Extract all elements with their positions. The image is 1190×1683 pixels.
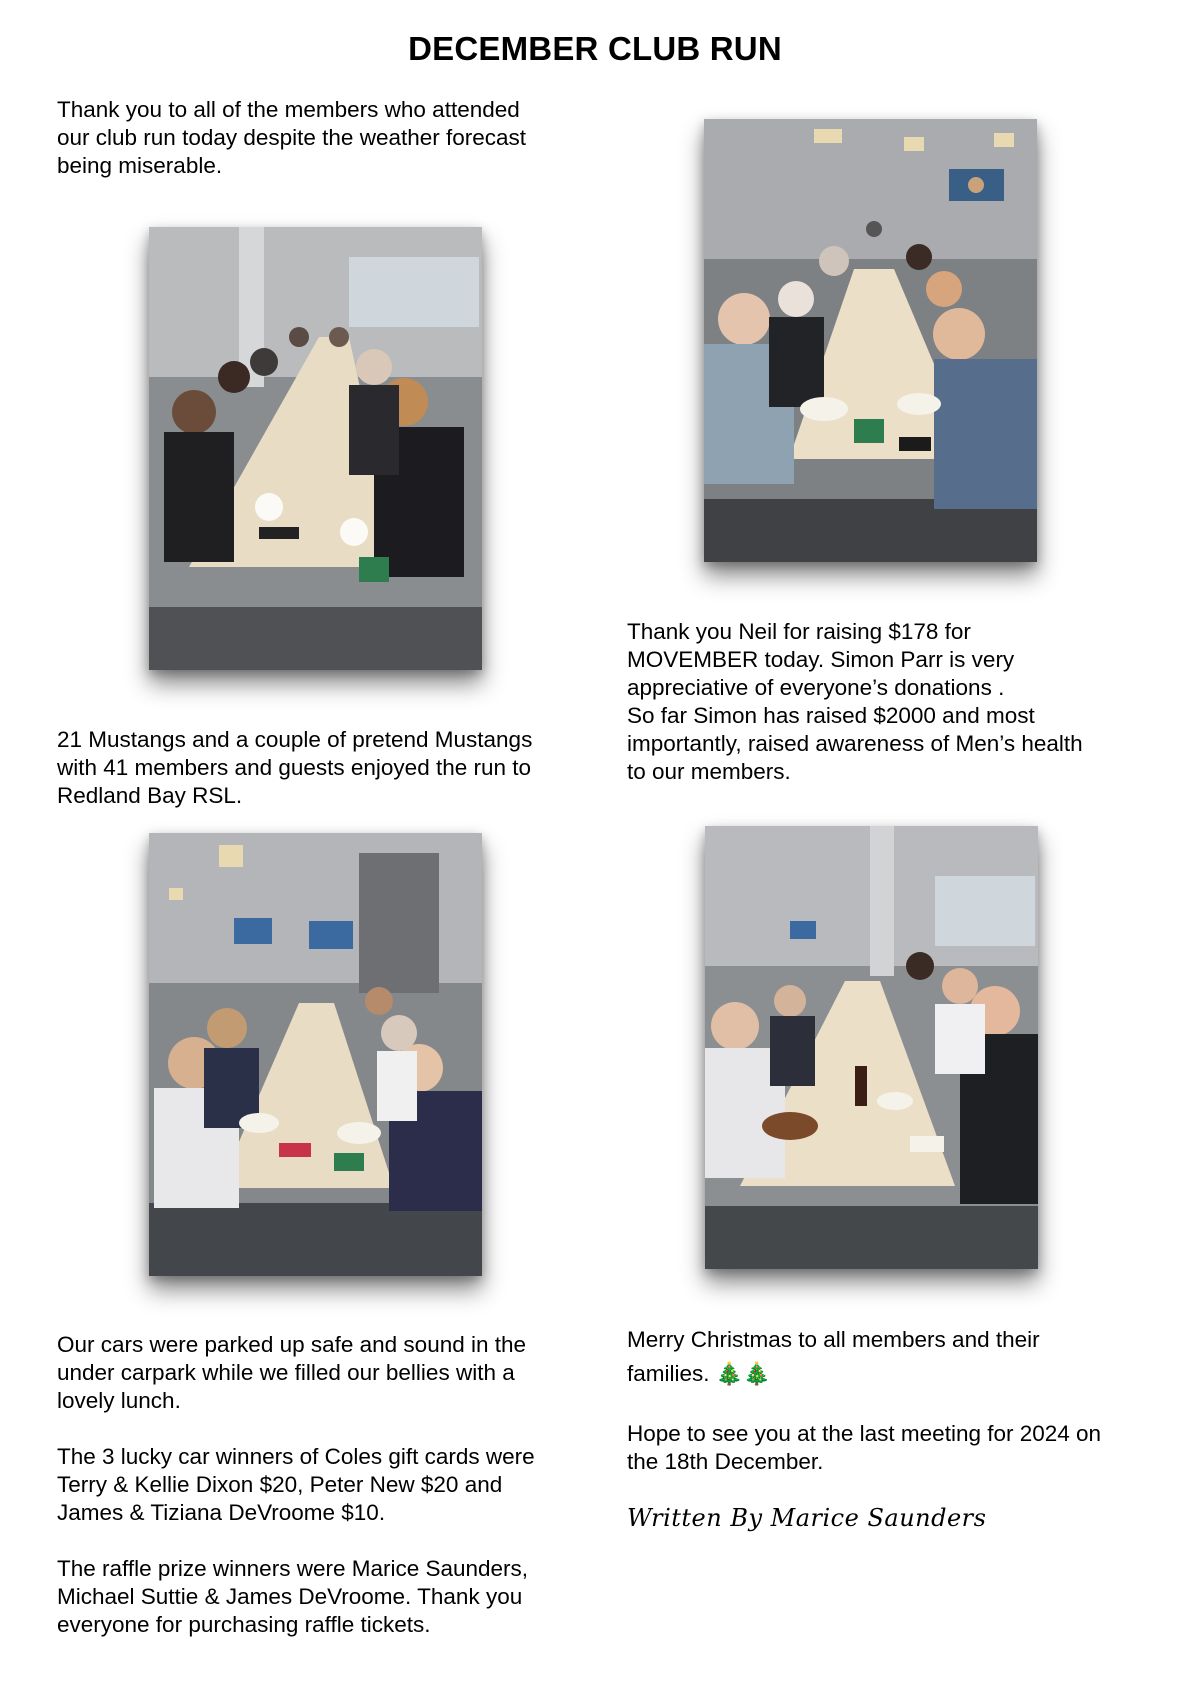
christmas-tree-icon: 🎄🎄	[715, 1361, 771, 1386]
text-line: Terry & Kellie Dixon $20, Peter New $20 and	[57, 1472, 503, 1497]
photo-group-table-right-top	[704, 119, 1037, 562]
text-line: Our cars were parked up safe and sound in the	[57, 1332, 527, 1357]
photo-group-table-right-bottom	[705, 826, 1038, 1269]
text-line: The 3 lucky car winners of Coles gift cards were	[57, 1444, 535, 1469]
text-line: being miserable.	[57, 153, 223, 178]
intro-paragraph	[57, 96, 526, 180]
text-span: families.	[627, 1361, 710, 1386]
meeting-paragraph	[627, 1420, 1101, 1476]
mustangs-paragraph	[57, 726, 532, 810]
christmas-paragraph	[627, 1323, 1040, 1391]
text-line: under carpark while we filled our bellies with a	[57, 1360, 515, 1385]
movember-paragraph	[627, 618, 1083, 786]
text-line: MOVEMBER today. Simon Parr is very	[627, 647, 1015, 672]
text-line: appreciative of everyone’s donations .	[627, 675, 1005, 700]
text-line: to our members.	[627, 759, 791, 784]
text-line	[627, 1357, 1040, 1391]
photo-group-table-left-bottom	[149, 833, 482, 1276]
text-line: The raffle prize winners were Marice Saunders,	[57, 1556, 529, 1581]
text-line: everyone for purchasing raffle tickets.	[57, 1612, 431, 1637]
text-line: with 41 members and guests enjoyed the run to	[57, 755, 532, 780]
text-line: our club run today despite the weather forecast	[57, 125, 527, 150]
text-line: Hope to see you at the last meeting for 2024 on	[627, 1421, 1102, 1446]
text-line: James & Tiziana DeVroome $10.	[57, 1500, 386, 1525]
text-line: Thank you to all of the members who attended	[57, 97, 520, 122]
text-line: Merry Christmas to all members and their	[627, 1327, 1040, 1352]
photo-group-table-left-top	[149, 227, 482, 670]
page-title: DECEMBER CLUB RUN	[408, 30, 782, 67]
text-line: Thank you Neil for raising $178 for	[627, 619, 971, 644]
text-line: Michael Suttie & James DeVroome. Thank you	[57, 1584, 523, 1609]
text-line: Redland Bay RSL.	[57, 783, 243, 808]
event-details-paragraphs	[57, 1331, 535, 1639]
text-line: lovely lunch.	[57, 1388, 181, 1413]
text-line: importantly, raised awareness of Men’s health	[627, 731, 1083, 756]
text-line: So far Simon has raised $2000 and most	[627, 703, 1035, 728]
text-line: the 18th December.	[627, 1449, 824, 1474]
text-line: 21 Mustangs and a couple of pretend Mustangs	[57, 727, 533, 752]
author-signature: Written By Marice Saunders	[627, 1504, 987, 1532]
